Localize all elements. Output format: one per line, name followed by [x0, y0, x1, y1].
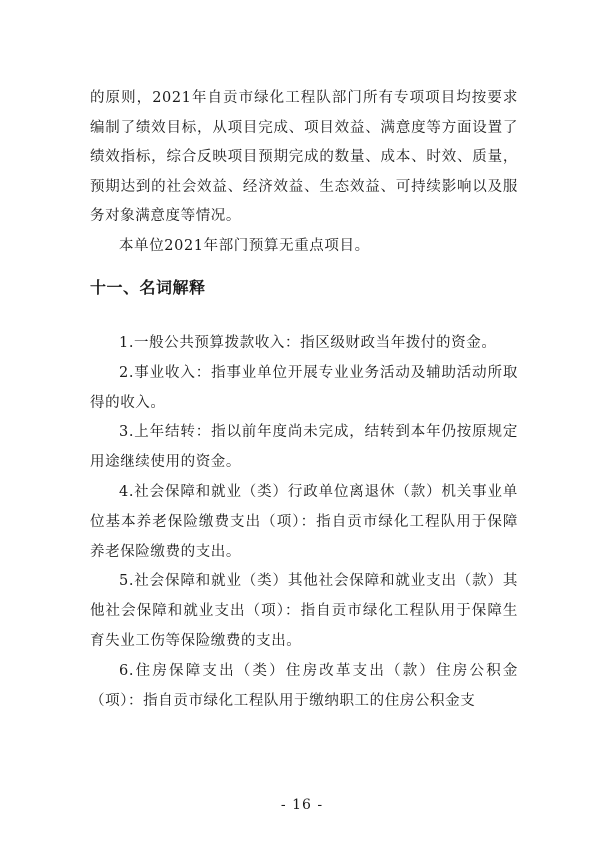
definition-item: 2.事业收入：指事业单位开展专业业务活动及辅助活动所取得的收入。 — [90, 364, 518, 411]
definition-item: 4.社会保障和就业（类）行政单位离退休（款）机关事业单位基本养老保险缴费支出（项）：指自贡市绿化工程队用于保障养老保险缴费的支出。 — [90, 483, 518, 560]
page-number: - 16 - — [280, 797, 324, 813]
definition-item: 5.社会保障和就业（类）其他社会保障和就业支出（款）其他社会保障和就业支出（项）：指自贡市绿化工程队用于保障生育失业工伤等保险缴费的支出。 — [90, 573, 518, 649]
definition-list — [90, 329, 518, 716]
page-content — [90, 84, 518, 716]
definition-item: 1.一般公共预算拨款收入：指区级财政当年拨付的资金。 — [119, 335, 497, 351]
definition-item: 3.上年结转：指以前年度尚未完成，结转到本年仍按原规定用途继续使用的资金。 — [90, 424, 518, 471]
intro-paragraph: 的原则，2021年自贡市绿化工程队部门所有专项项目均按要求编制了绩效目标，从项目完成、项目效益、满意度等方面设置了绩效指标，综合反映项目预期完成的数量、成本、时效、质量，预期达到的社会效益、经济效益、生态效益、可持续影响以及服务对象满意度等情况。 — [90, 90, 518, 224]
key-project-note: 本单位2021年部门预算无重点项目。 — [119, 237, 370, 254]
definition-item: 6.住房保障支出（类）住房改革支出（款）住房公积金（项）：指自贡市绿化工程队用于缴纳职工的住房公积金支 — [90, 662, 518, 709]
section-heading: 十一、名词解释 — [90, 278, 206, 297]
